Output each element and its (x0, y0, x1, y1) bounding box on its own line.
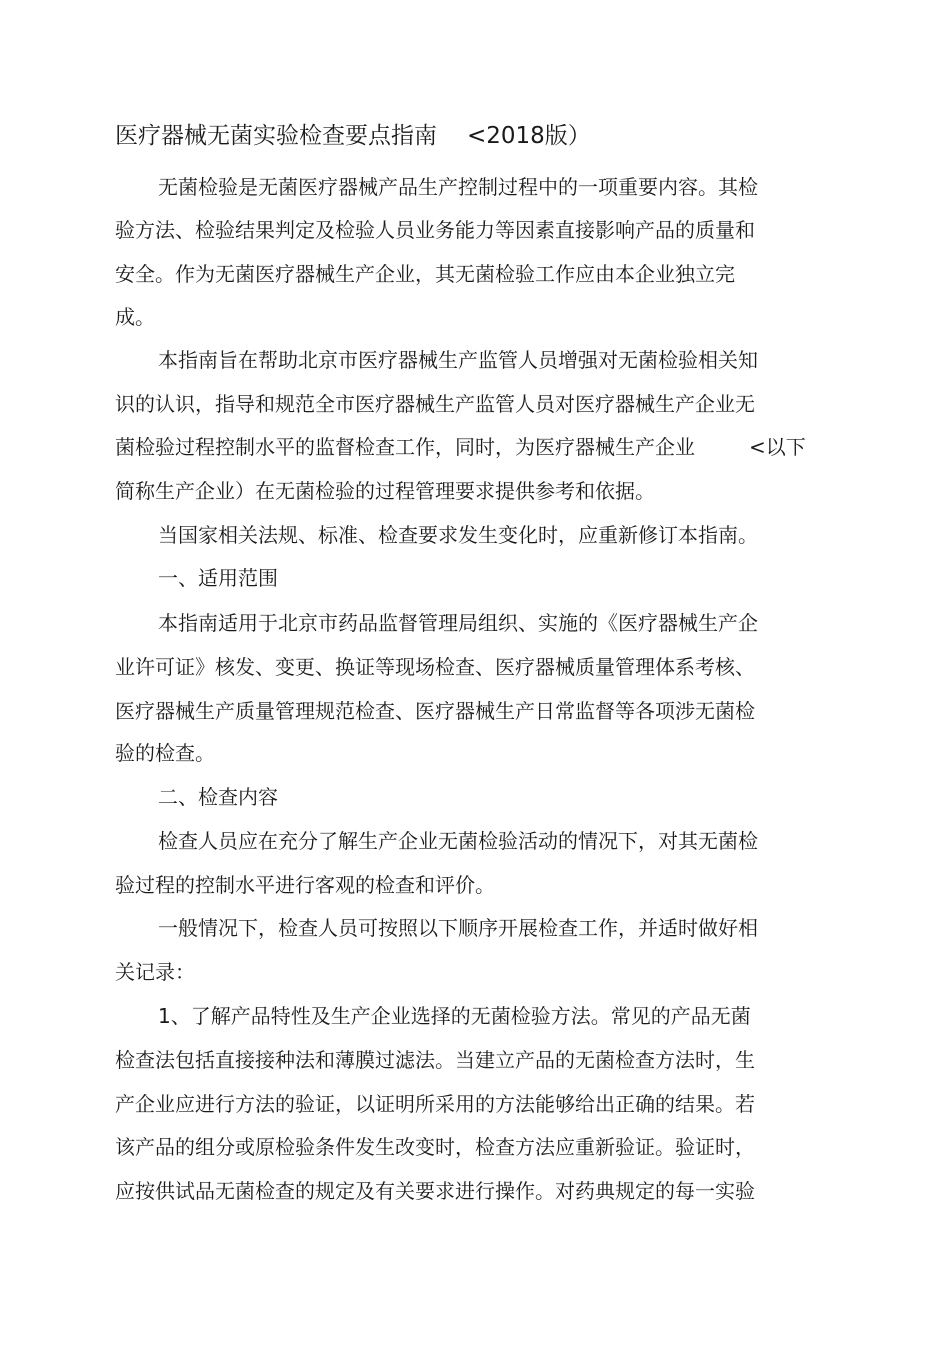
paragraph-line: 识的认识，指导和规范全市医疗器械生产监管人员对医疗器械生产企业无 (115, 392, 755, 416)
paragraph-line: 检查法包括直接接种法和薄膜过滤法。当建立产品的无菌检查方法时，生 (115, 1048, 755, 1072)
paragraph-line: 简称生产企业）在无菌检验的过程管理要求提供参考和依据。 (115, 479, 655, 503)
paragraph-line (115, 433, 806, 461)
paragraph-line: 检查人员应在充分了解生产企业无菌检验活动的情况下，对其无菌检 (158, 829, 758, 853)
paragraph-line-part: <以下 (749, 435, 806, 459)
paragraph-line: 验的检查。 (115, 741, 215, 765)
paragraph-line: 验过程的控制水平进行客观的检查和评价。 (115, 873, 495, 897)
paragraph-line: 安全。作为无菌医疗器械生产企业，其无菌检验工作应由本企业独立完 (115, 262, 735, 286)
paragraph-line: 当国家相关法规、标准、检查要求发生变化时，应重新修订本指南。 (158, 523, 758, 547)
title-main: 医疗器械无菌实验检查要点指南 (115, 123, 437, 149)
paragraph-line: 成。 (115, 305, 155, 329)
paragraph-line: 产企业应进行方法的验证，以证明所采用的方法能够给出正确的结果。若 (115, 1092, 755, 1116)
paragraph-line: 应按供试品无菌检查的规定及有关要求进行操作。对药典规定的每一实验 (115, 1179, 755, 1203)
paragraph-line-part: 菌检验过程控制水平的监督检查工作，同时，为医疗器械生产企业 (115, 435, 695, 459)
paragraph-line: 关记录： (115, 960, 195, 984)
paragraph-line: 业许可证》核发、变更、换证等现场检查、医疗器械质量管理体系考核、 (115, 655, 755, 679)
paragraph-line: 一般情况下，检查人员可按照以下顺序开展检查工作，并适时做好相 (158, 916, 758, 940)
paragraph-line: 该产品的组分或原检验条件发生改变时，检查方法应重新验证。验证时， (115, 1135, 755, 1159)
paragraph-line: 1、了解产品特性及生产企业选择的无菌检验方法。常见的产品无菌 (158, 1004, 751, 1028)
paragraph-line: 医疗器械生产质量管理规范检查、医疗器械生产日常监督等各项涉无菌检 (115, 699, 755, 723)
title-edition: <2018版） (467, 123, 591, 149)
paragraph-line: 无菌检验是无菌医疗器械产品生产控制过程中的一项重要内容。其检 (158, 175, 758, 199)
section-heading: 二、检查内容 (158, 785, 278, 809)
paragraph-line: 本指南适用于北京市药品监督管理局组织、实施的《医疗器械生产企 (158, 611, 758, 635)
paragraph-line: 本指南旨在帮助北京市医疗器械生产监管人员增强对无菌检验相关知 (158, 348, 758, 372)
document-title (115, 121, 591, 151)
paragraph-line: 验方法、检验结果判定及检验人员业务能力等因素直接影响产品的质量和 (115, 218, 755, 242)
section-heading: 一、适用范围 (158, 566, 278, 590)
